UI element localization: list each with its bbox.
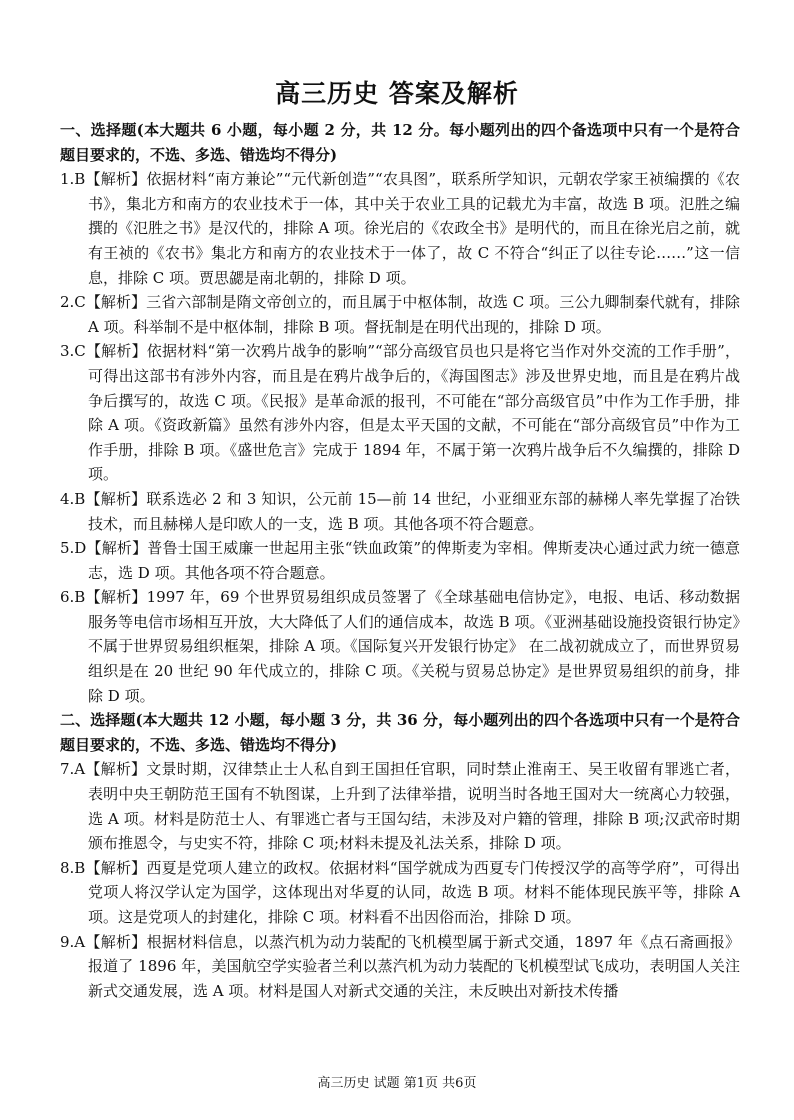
answer-item-5 bbox=[60, 536, 740, 585]
answer-item-9 bbox=[60, 930, 740, 1004]
answer-text: 三省六部制是隋文帝创立的，而且属于中枢体制，故选 C 项。三公九卿制秦代就有，排除 A 项。科举制不是中枢体制，排除 B 项。督抚制是在明代出现的，排除 D 项。 bbox=[88, 293, 740, 336]
answer-text: 西夏是党项人建立的政权。依据材料“国学就成为西夏专门传授汉学的高等学府”，可得出党项人将汉学认定为国学，这体现出对华夏的认同，故选 B 项。材料不能体现民族平等，排除 A 项。这是党项人的封建化，排除 C 项。材料看不出因俗而治，排除 D 项。 bbox=[88, 858, 741, 926]
answer-item-1 bbox=[60, 167, 740, 290]
section-heading: 二、选择题(本大题共 12 小题，每小题 3 分，共 36 分，每小题列出的四个各选项中只有一个是符合题目要求的，不选、多选、错选均不得分) bbox=[60, 711, 740, 754]
answer-label: 4.B【解析】 bbox=[60, 489, 147, 508]
answer-text: 1997 年，69 个世界贸易组织成员签署了《全球基础电信协定》，电报、电话、移动数据服务等电信市场相互开放，大大降低了人们的通信成本，故选 B 项。《亚洲基础设施投资银行协定》不属于世界贸易组织框架，排除 A 项。《国际复兴开发银行协定》 在二战初就成立了，而世界贸易组织是在 20 世纪 90 年代成立的，排除 C 项。《关税与贸易总协定》是世界贸易组织的前身，排除 D 项。 bbox=[88, 588, 740, 705]
answer-item-8 bbox=[60, 856, 740, 930]
answer-item-6 bbox=[60, 585, 740, 708]
section-heading: 一、选择题(本大题共 6 小题，每小题 2 分，共 12 分。每小题列出的四个备选项中只有一个是符合题目要求的，不选、多选、错选均不得分) bbox=[60, 121, 740, 164]
answer-label: 6.B【解析】 bbox=[60, 588, 147, 607]
answer-text: 依据材料“南方兼论”“元代新创造”“农具图”，联系所学知识，元朝农学家王祯编撰的《农书》，集北方和南方的农业技术于一体，其中关于农业工具的记载尤为丰富，故选 B 项。氾胜之编撰的《氾胜之书》是汉代的，排除 A 项。徐光启的《农政全书》是明代的，而且在徐光启之前，就有王祯的《农书》集北方和南方的农业技术于一体了，故 C 不符合“纠正了以往专论……”这一信息，排除 C 项。贾思勰是南北朝的，排除 D 项。 bbox=[88, 170, 741, 287]
answer-text: 依据材料“第一次鸦片战争的影响”“部分高级官员也只是将它当作对外交流的工作手册”，可得出这部书有涉外内容，而且是在鸦片战争后的，《海国图志》涉及世界史地，而且是在鸦片战争后撰写的，故选 C 项。《民报》是革命派的报刊，不可能在“部分高级官员”中作为工作手册，排除 A 项。《资政新篇》虽然有涉外内容，但是太平天国的文献，不可能在“部分高级官员”中作为工作手册，排除 B 项。《盛世危言》完成于 1894 年，不属于第一次鸦片战争后不久编撰的，排除 D 项。 bbox=[88, 342, 740, 484]
answer-text: 文景时期，汉律禁止士人私自到王国担任官职，同时禁止淮南王、吴王收留有罪逃亡者，表明中央王朝防范王国有不轨图谋，上升到了法律举措，说明当时各地王国对大一统离心力较强，选 A 项。材料是防范士人、有罪逃亡者与王国勾结，未涉及对户籍的管理，排除 B 项;汉武帝时期颁布推恩令，与史实不符，排除 C 项;材料未提及礼法关系，排除 D 项。 bbox=[88, 760, 740, 853]
answer-label: 7.A【解析】 bbox=[60, 760, 147, 779]
page-footer: 高三历史 试题 第1页 共6页 bbox=[317, 1076, 477, 1091]
answer-label: 8.B【解析】 bbox=[60, 858, 147, 877]
answer-label: 5.D【解析】 bbox=[60, 539, 148, 558]
answer-content bbox=[60, 118, 740, 1003]
answer-item-3 bbox=[60, 339, 740, 487]
answer-item-2 bbox=[60, 290, 740, 339]
answer-item-7 bbox=[60, 757, 740, 855]
page-title: 高三历史 答案及解析 bbox=[275, 79, 519, 108]
answer-text: 根据材料信息，以蒸汽机为动力装配的飞机模型属于新式交通，1897 年《点石斋画报》报道了 1896 年，美国航空学实验者兰利以蒸汽机为动力装配的飞机模型试飞成功，表明国人关注新式交通发展，选 A 项。材料是国人对新式交通的关注，未反映出对新技术传播 bbox=[88, 932, 740, 1000]
answer-label: 9.A【解析】 bbox=[60, 932, 147, 951]
answer-text: 联系选必 2 和 3 知识，公元前 15—前 14 世纪，小亚细亚东部的赫梯人率先掌握了冶铁技术，而且赫梯人是印欧人的一支，选 B 项。其他各项不符合题意。 bbox=[88, 489, 740, 533]
answer-label: 1.B【解析】 bbox=[60, 170, 147, 189]
answer-label: 3.C【解析】 bbox=[60, 342, 147, 361]
answer-label: 2.C【解析】 bbox=[60, 293, 147, 312]
answer-item-4 bbox=[60, 487, 740, 536]
answer-text: 普鲁士国王威廉一世起用主张“铁血政策”的俾斯麦为宰相。俾斯麦决心通过武力统一德意志，选 D 项。其他各项不符合题意。 bbox=[88, 539, 741, 582]
